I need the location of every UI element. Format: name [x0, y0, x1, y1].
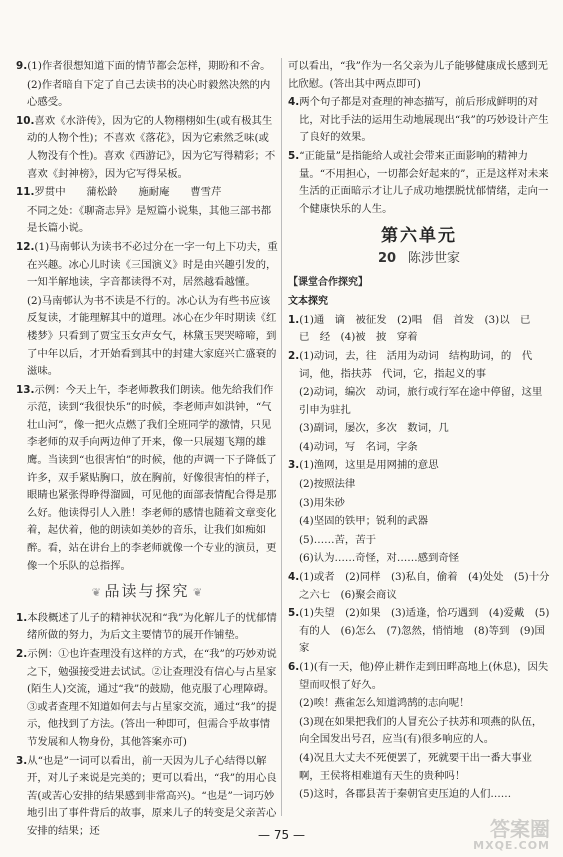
question-number: 12. — [16, 240, 35, 253]
reading-question-4 — [288, 94, 550, 147]
answer-line: (5)……苦，苦于 — [299, 533, 377, 546]
answer-text: (1)通 谪 被征发 (2)唱 倡 首发 (3)以 已 已 经 (4)被 披 穿着 — [299, 313, 541, 344]
question-number: 4. — [288, 571, 300, 584]
answer-text: (1)或者 (2)同样 (3)私自，偷着 (4)处处 (5)十分之六七 (6)聚会商议 — [299, 571, 550, 601]
lesson-title — [288, 250, 550, 268]
watermark-logo — [428, 818, 550, 852]
question-number: 11. — [16, 186, 35, 199]
unit-title: 第六单元 — [381, 226, 457, 247]
answer-text: 示例：今天上午，李老师教我们朗读。他先给我们作示范，读到“我很快乐”的时候，李老师声如洪钟，“气壮山河”，像一把火点燃了我们全班同学的激情，只见李老师的双手向两边伸了开来，像一只展翅飞翔的雄鹰。当读到“也很害怕”的时候，他的声调一下子降低了许多，双手紧贴胸口，放在胸前，好像很害怕的样子，眼睛也紧张得睁得溜圆，可见他的面部表情配合得是那么好。他读得引人入胜！李老师的感情也随着文章变化着，起伏着，他的朗读如美妙的音乐，让我们如痴如醉。看，站在讲台上的李老师就像一个专业的演员，更像一个乐队的总指挥。 — [27, 383, 277, 572]
answer-line: (1)动词，去，往 活用为动词 结构助词，的 代词，他，指扶苏 代词，它，指起义的事 — [299, 349, 533, 380]
question-number: 10. — [16, 114, 35, 127]
answer-line: (2)动词，编次 动词，旅行或行军在途中停留，这里引申为驻扎 — [299, 386, 543, 416]
answer-line: (2)按照法律 — [299, 478, 356, 491]
lesson-number: 20 — [377, 250, 397, 266]
text-question-6 — [288, 659, 550, 694]
question-number: 4. — [288, 96, 300, 109]
question-number: 2. — [288, 349, 300, 362]
section-title — [16, 583, 278, 602]
question-10 — [16, 113, 278, 183]
answer-line: (1)渔网，这里是用网捕的意思 — [299, 459, 439, 472]
watermark-sub: MXQE.COM — [473, 839, 550, 852]
answer-line: (1)马南邨认为读书不必过分在一字一句上下功夫，重在兴趣。冰心儿时读《三国演义》时是由兴趣引发的，一知半解地读，字音都读得不对，居然越看越懂。 — [27, 240, 278, 289]
question-number: 5. — [288, 149, 300, 162]
answer-line: (2)作者暗自下定了自己去读书的决心时毅然决然的内心感受。 — [27, 78, 271, 109]
answer-line: (4)动词，写 名词，字条 — [299, 440, 418, 453]
question-number: 6. — [288, 661, 300, 673]
question-12 — [16, 239, 278, 292]
left-column — [16, 58, 278, 842]
text-question-3 — [288, 457, 550, 475]
question-number: 9. — [16, 60, 28, 72]
watermark-main: 答案圈 — [490, 817, 550, 841]
text-question-2 — [288, 348, 550, 383]
answer-text: 从“也是”一词可以看出，前一天因为儿子心结得以解开，对儿子来说是完美的；更可以看出，“我”的用心良苦(或苦心安排的结果感到非常高兴)。“也是”一词巧妙地引出了事件背后的故事，原来儿子的转变是父亲苦心安排的结果；还 — [27, 754, 277, 837]
answer-text: 示例：①也许查理没有这样的方式，在“我”的巧妙劝说之下，勉强接受进去试试。②让查理没有信心与占星家(陌生人)交流，通过“我”的鼓励，他克服了心理障碍。③或者查理不知道如何去与占星家交流，通过“我”的提示，他找到了方法。(答出一种即可，但需合乎故事情节发展和人物身份，其他答案亦可) — [27, 648, 277, 748]
question-11 — [16, 184, 278, 202]
answer-line: 罗贯中 蒲松龄 施耐庵 曹雪芹 — [34, 186, 222, 199]
right-column — [288, 58, 550, 805]
question-number: 3. — [16, 754, 28, 767]
answer-text: (1)失望 (2)如果 (3)适逢，恰巧遇到 (4)爱戴 (5)有的人 (6)怎么 (7)忽然，悄悄地 (8)等到 (9)国家 — [299, 607, 550, 655]
answer-text: 喜欢《水浒传》，因为它的人物栩栩如生(或有极其生动的人物个性)；不喜欢《落花》，因为它索然乏味(或人物没有个性)。喜欢《西游记》，因为它写得精彩；不喜欢《封神榜》，因为它写得呆板。 — [27, 114, 276, 180]
question-number: 3. — [288, 459, 300, 472]
question-number: 1. — [288, 313, 300, 326]
question-9 — [16, 58, 278, 76]
answer-line: (3)现在如果把我们的人冒充公子扶苏和项燕的队伍，向全国发出号召，应当(有)很多响应的人。 — [299, 715, 543, 746]
subheading: 文本探究 — [288, 296, 328, 308]
section-title-text: 品读与探究 — [104, 582, 190, 601]
answer-line: (4)坚固的铁甲；锐利的武器 — [299, 515, 429, 528]
answer-line: 不同之处：《聊斋志异》是短篇小说集，其他三部书都是长篇小说。 — [27, 204, 272, 235]
page-number: — 75 — — [258, 828, 305, 842]
answer-line: (3)副词，屡次，多次 数词，几 — [299, 422, 449, 435]
question-13 — [16, 382, 278, 576]
answer-line: (3)用朱砂 — [299, 496, 345, 509]
answer-line: (2)马南邨认为书不读是不行的。冰心认为有些书应该反复读，才能理解其中的道理。冰心在少年时期读《红楼梦》只看到了贾宝玉女声女气，林黛玉哭哭啼啼，到了中年以后，才开始看到其中的封建大家庭兴亡盛衰的滋味。 — [27, 294, 277, 378]
answer-text: 本段概述了儿子的精神状况和“我”为化解儿子的忧郁情绪所做的努力，为后文主要情节的展开作铺垫。 — [27, 611, 277, 642]
answer-line: (4)况且大丈夫不死便罢了，死就要干出一番大事业啊，王侯将相难道有天生的贵种吗！ — [299, 751, 532, 782]
answer-line: (1)(有一天，他)停止耕作走到田畔高地上(休息)，因失望而叹恨了好久。 — [299, 661, 549, 691]
text-question-5 — [288, 605, 550, 658]
reading-question-2 — [16, 646, 278, 752]
question-number: 13. — [16, 383, 35, 396]
answer-line: (2)唉！燕雀怎么知道鸿鹄的志向呢！ — [299, 697, 470, 710]
question-number: 2. — [16, 648, 28, 660]
answer-text: “正能量”是指能给人或社会带来正面影响的精神力量。“不用担心，一切都会好起来的”，正是这样对未来生活的正面暗示才让儿子成功地摆脱忧郁情绪，走向一个健康快乐的人生。 — [299, 149, 549, 215]
text-question-4 — [288, 569, 550, 604]
answer-line: (6)认为……奇怪，对……感到奇怪 — [299, 552, 460, 565]
reading-question-1 — [16, 610, 278, 645]
reading-question-5 — [288, 148, 550, 218]
text-question-1 — [288, 312, 550, 347]
question-number: 5. — [288, 607, 300, 620]
question-number: 1. — [16, 611, 28, 624]
decoration-left: ❦ — [91, 586, 105, 600]
column-divider — [281, 58, 282, 816]
section-tag: 【课堂合作探究】 — [288, 276, 368, 288]
answer-line: (5)这时，各郡县苦于秦朝官吏压迫的人们…… — [299, 788, 512, 801]
answer-text: 两个句子都是对查理的神态描写，前后形成鲜明的对比，对比手法的运用生动地展现出“我”的巧妙设计产生了良好的效果。 — [299, 96, 549, 144]
lesson-name: 陈涉世家 — [408, 250, 461, 266]
answer-line: (1)作者很想知道下面的情节都会怎样，期盼和不舍。 — [27, 60, 271, 72]
decoration-right: ❦ — [189, 586, 203, 600]
answer-continuation: 可以看出，“我”作为一名父亲为儿子能够健康成长感到无比欣慰。(答出其中两点即可) — [288, 60, 548, 90]
